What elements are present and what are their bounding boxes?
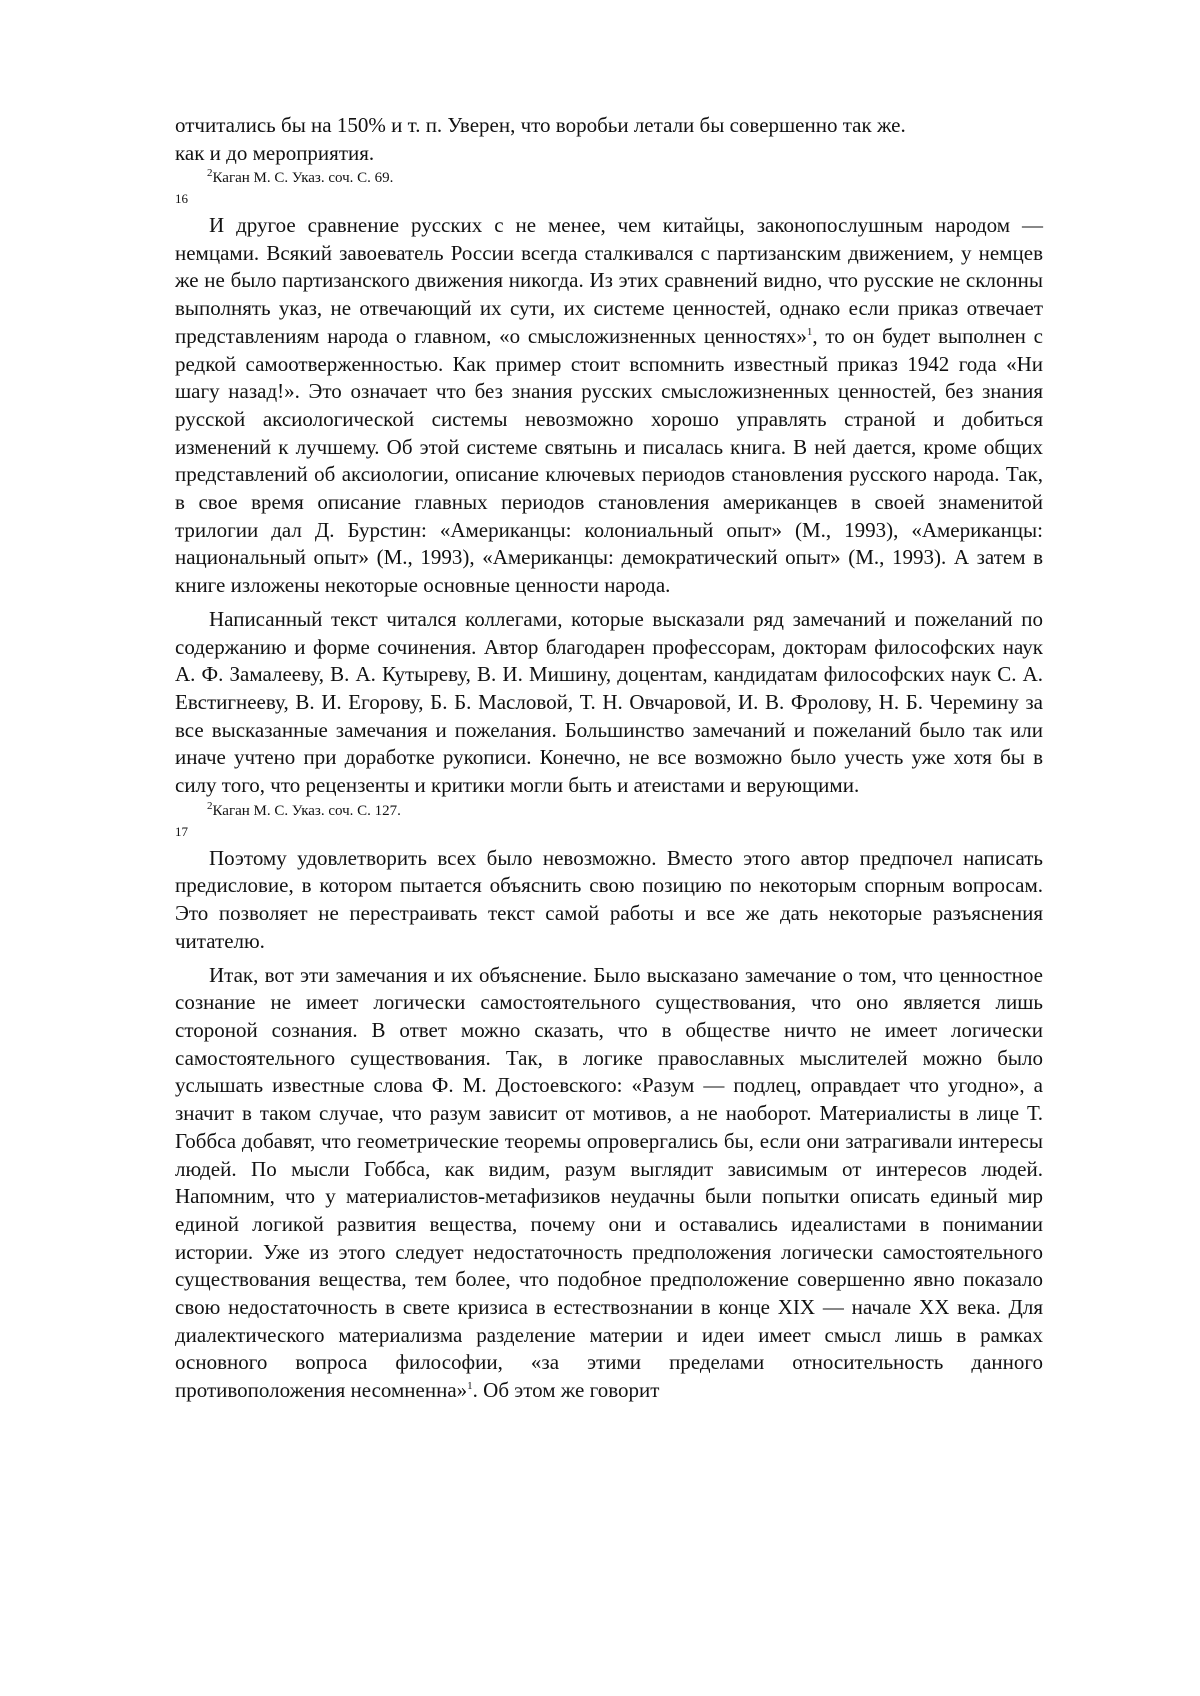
footnote bbox=[175, 800, 1043, 822]
footnote-text: Каган М. С. Указ. соч. С. 127. bbox=[212, 802, 401, 819]
text-line: как и до мероприятия. bbox=[175, 141, 375, 165]
footnote-marker: 1 bbox=[467, 1380, 473, 1393]
footnote-marker: 2 bbox=[207, 799, 213, 812]
page-number: 16 bbox=[175, 191, 188, 206]
paragraph bbox=[175, 212, 1043, 600]
footnote bbox=[175, 167, 1043, 189]
paragraph-text: , то он будет выполнен с редкой самоотверженностью. Как пример стоит вспомнить известный приказ 1942 года «Ни шагу назад!». Это означает что без знания русских смысложизненных ценностей, без знания русской аксиологической системы невозможно хорошо управлять страной и добиться изменений к лучшему. Об этой системе святынь и писалась книга. В ней дается, кроме общих представлений об аксиологии, описание ключевых периодов становления русского народа. Так, в свое время описание главных периодов становления американцев в своей знаменитой трилогии дал Д. Бурстин: «Американцы: колониальный опыт» (М., 1993), «Американцы: национальный опыт» (М., 1993), «Американцы: демократический опыт» (М., 1993). А затем в книге изложены некоторые основные ценности народа. bbox=[175, 323, 1043, 598]
paragraph: Поэтому удовлетворить всех было невозможно. Вместо этого автор предпочел написать предисловие, в котором пытается объяснить свою позицию по некоторым спорным вопросам. Это позволяет не перестраивать текст самой работы и все же дать некоторые разъяснения читателю. bbox=[175, 845, 1043, 953]
text-line: отчитались бы на 150% и т. п. Уверен, что воробьи летали бы совершенно так же. bbox=[175, 113, 906, 137]
paragraph-text: Итак, вот эти замечания и их объяснение. Было высказано замечание о том, что ценностное сознание не имеет логически самостоятельного существования, что оно является лишь стороной сознания. В ответ можно сказать, что в обществе ничто не имеет логически самостоятельного существования. Так, в логике православных мыслителей можно было услышать известные слова Ф. М. Достоевского: «Разум — подлец, оправдает что угодно», а значит в таком случае, что разум зависит от мотивов, а не наоборот. Материалисты в лице Т. Гоббса добавят, что геометрические теоремы опровергались бы, если они затрагивали интересы людей. По мысли Гоббса, как видим, разум выглядит зависимым от интересов людей. Напомним, что у материалистов-метафизиков неудачны были попытки описать единый мир единой логикой развития вещества, почему они и оставались идеалистами в понимании истории. Уже из этого следует недостаточность предположения логически самостоятельного существования вещества, тем более, что подобное предположение совершенно явно показало свою недостаточность в свете кризиса в естествознании в конце XIX — начале XX века. Для диалектического материализма разделение материи и идеи имеет смысл лишь в рамках основного вопроса философии, «за этими пределами относительность данного противоположения несомненна» bbox=[175, 962, 1043, 1403]
text-column bbox=[175, 111, 1043, 1411]
paragraph: Написанный текст читался коллегами, которые высказали ряд замечаний и пожеланий по содержанию и форме сочинения. Автор благодарен профессорам, докторам философских наук А. Ф. Замалееву, В. А. Кутыреву, В. И. Мишину, доцентам, кандидатам философских наук С. А. Евстигнееву, В. И. Егорову, Б. Б. Масловой, Т. Н. Овчаровой, И. В. Фролову, Н. Б. Черемину за все высказанные замечания и пожелания. Большинство замечаний и пожеланий было так или иначе учтено при доработке рукописи. Конечно, не все возможно было учесть уже хотя бы в силу того, что рецензенты и критики могли быть и атеистами и верующими. bbox=[175, 606, 1043, 798]
paragraph-text: И другое сравнение русских с не менее, чем китайцы, законопослушным народом — немцами. Всякий завоеватель России всегда сталкивался с партизанским движением, у немцев же не было партизанского движения никогда. Из этих сравнений видно, что русские не склонны выполнять указ, не отвечающий их сути, их системе ценностей, однако если приказ отвечает представлениям народа о главном, «о смысложизненных ценностях» bbox=[175, 213, 1043, 348]
footnote-marker: 2 bbox=[207, 167, 213, 179]
footnote-text: Каган М. С. Указ. соч. С. 69. bbox=[212, 170, 394, 186]
paragraph-text: . Об этом же говорит bbox=[472, 1378, 660, 1403]
page-number: 17 bbox=[175, 823, 188, 839]
paragraph bbox=[175, 962, 1043, 1405]
footnote-marker: 1 bbox=[806, 325, 813, 338]
